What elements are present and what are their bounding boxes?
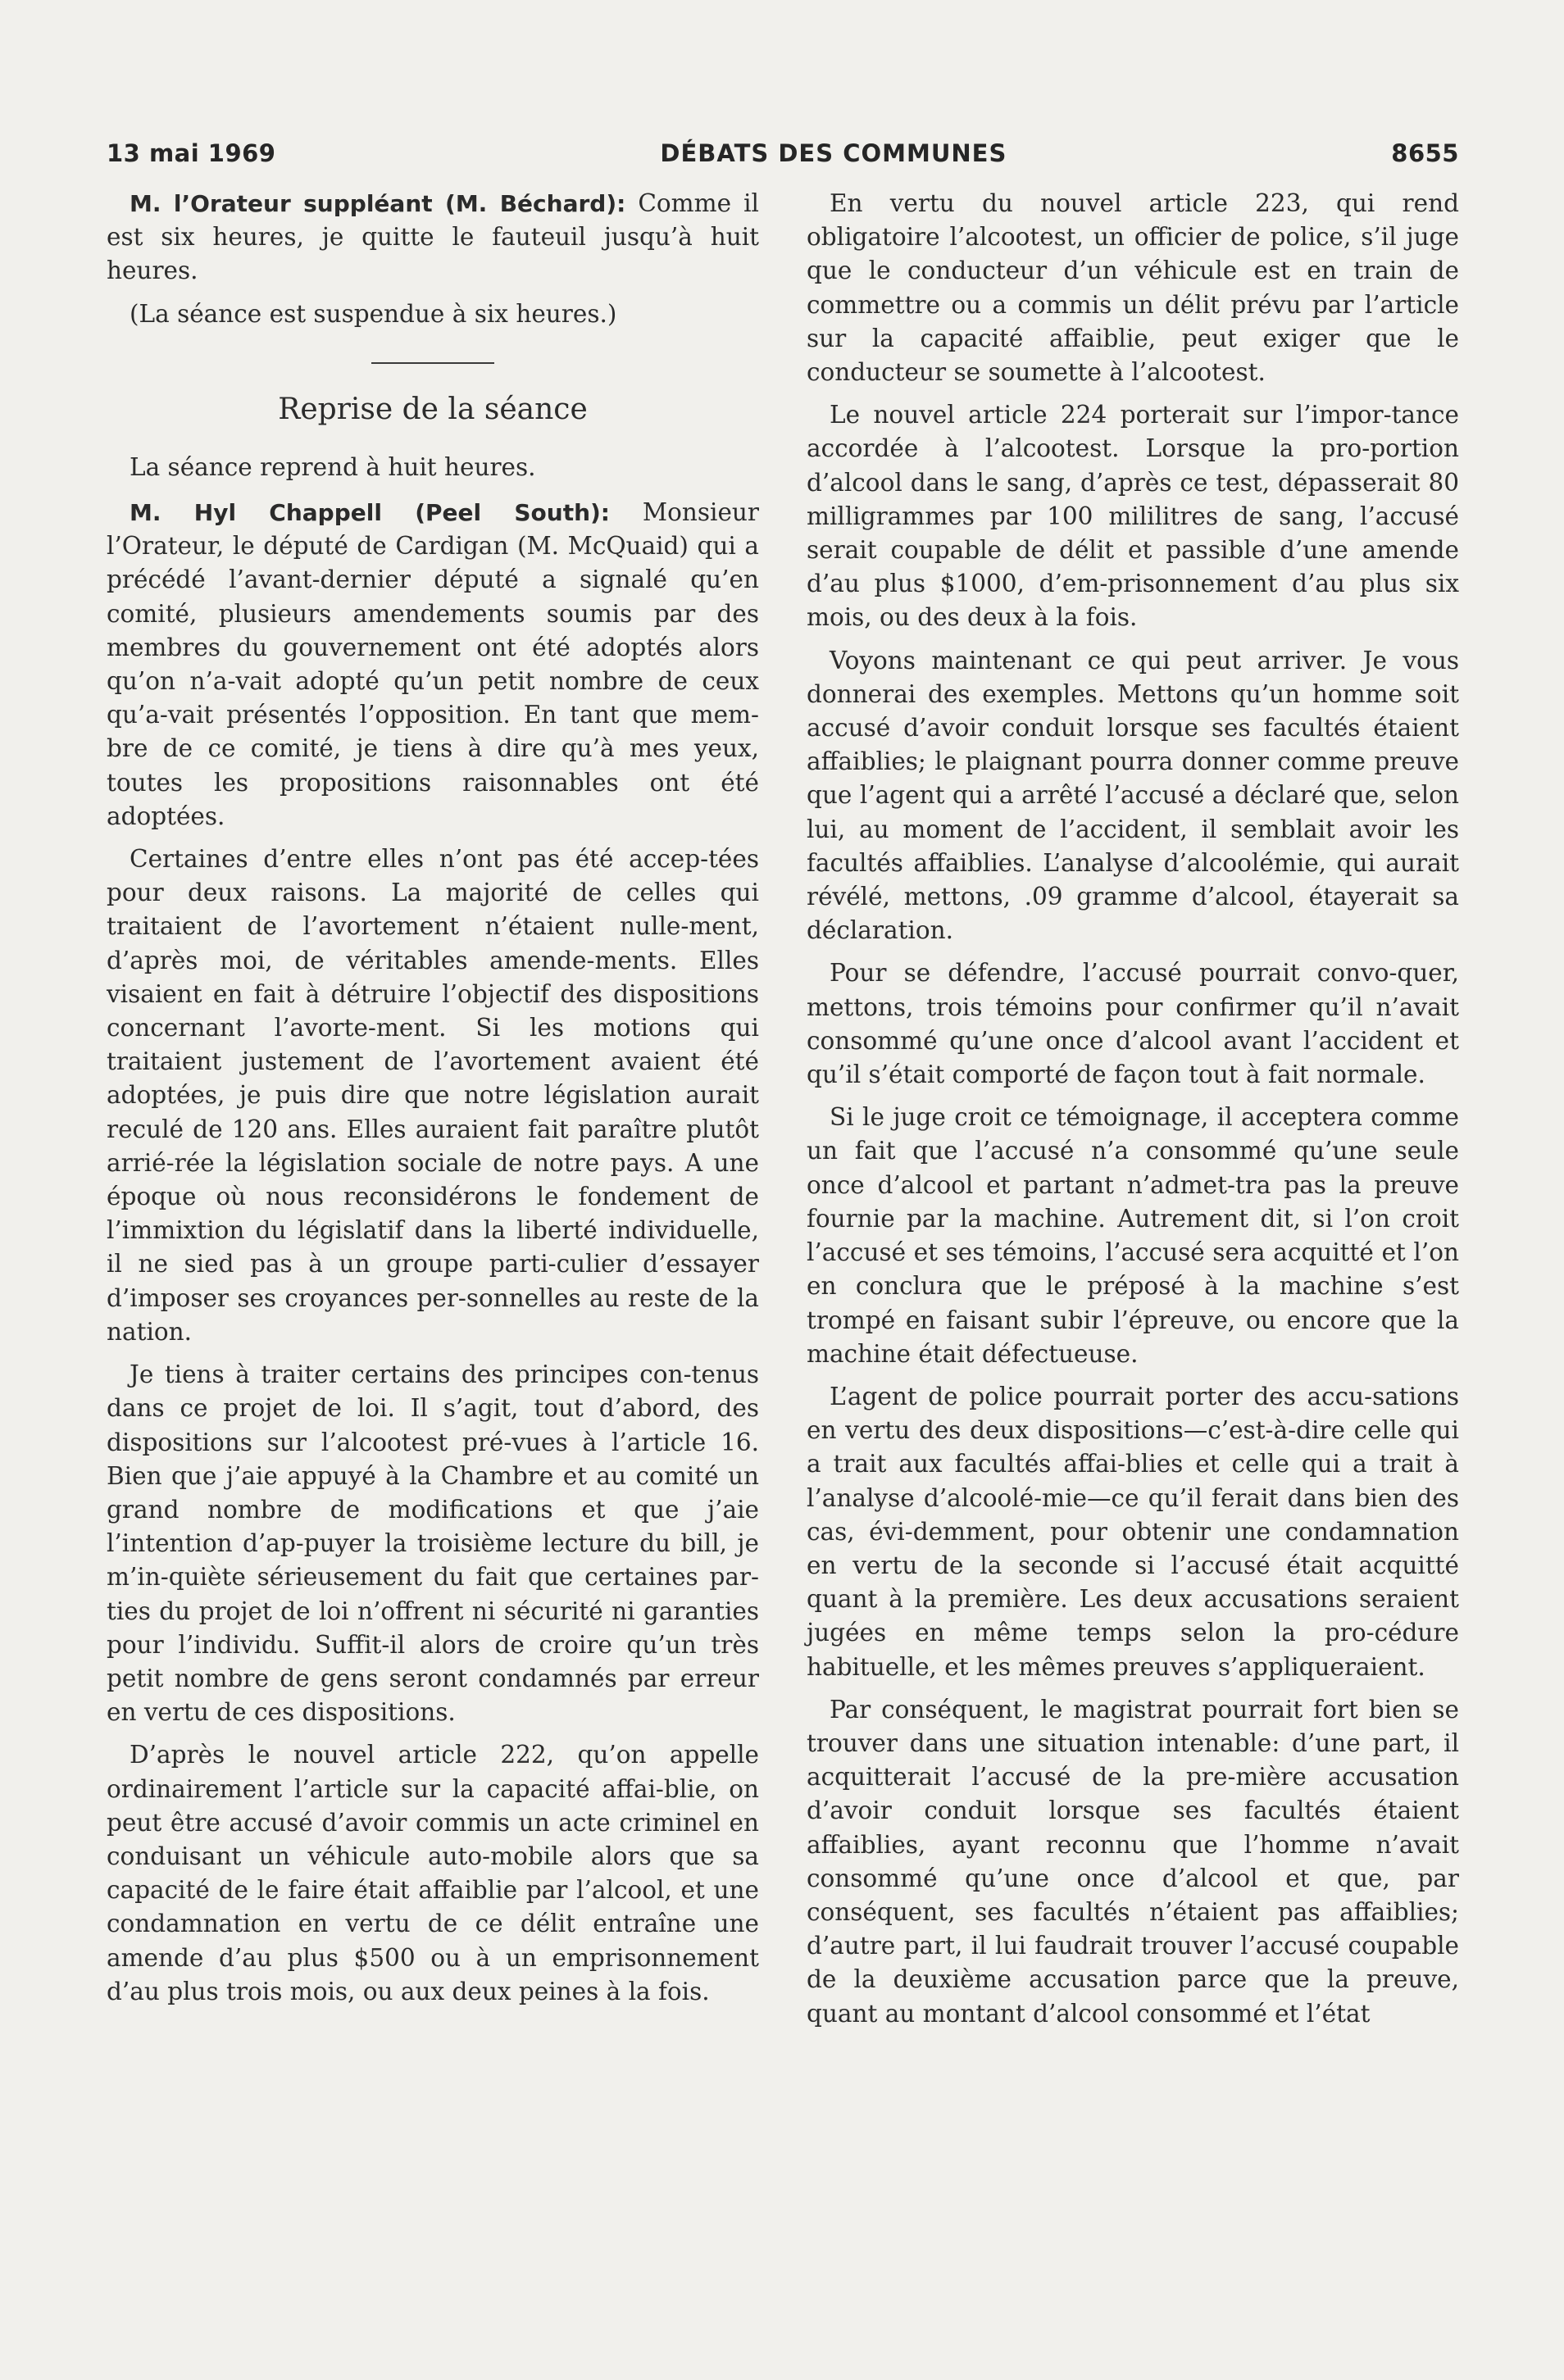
section-heading: Reprise de la séance	[278, 392, 588, 426]
left-column	[107, 187, 759, 2040]
text-columns	[107, 187, 1459, 2040]
header-page-number: 8655	[1391, 139, 1459, 167]
paragraph-text: Comme il est six heures, je quitte le fauteuil jusqu’à huit heures.	[107, 189, 759, 285]
paragraph: D’après le nouvel article 222, qu’on appelle ordinairement l’article sur la capacité affai-blie, on peut être accusé d’avoir commis un acte criminel en conduisant un véhicule auto-mobile alors que sa capacité de le faire était affaiblie par l’alcool, et une condamnation en vertu de ce délit entraîne une amende d’au plus $500 ou à un emprisonnement d’au plus trois mois, ou aux deux peines à la fois.	[107, 1741, 759, 2005]
paragraph-text: Monsieur l’Orateur, le député de Cardigan (M. McQuaid) qui a précédé l’avant-dernier député a signalé qu’en comité, plusieurs amendements soumis par des membres du gouvernement ont été adoptés alors qu’on n’a-vait adopté qu’un petit nombre de ceux qu’a-vait présentés l’opposition. En tant que mem-bre de ce comité, je tiens à dire qu’à mes yeux, toutes les propositions raisonnables ont été adoptées.	[107, 498, 760, 830]
paragraph	[107, 496, 759, 833]
paragraph	[107, 187, 759, 288]
header-date: 13 mai 1969	[107, 139, 276, 167]
page-header	[107, 139, 1459, 167]
right-column	[807, 187, 1459, 2040]
paragraph: Par conséquent, le magistrat pourrait fort bien se trouver dans une situation intenable: d’une part, il acquitterait l’accusé de la pre-mière accusation d’avoir conduit lorsque ses facultés étaient affaiblies, ayant reconnu que l’homme n’avait consommé qu’une once d’alcool et que, par conséquent, ses facultés n’étaient pas affaiblies; d’autre part, il lui faudrait trouver l’accusé coupable de la deuxième accusation parce que la preuve, quant au montant d’alcool consommé et l’état	[807, 1695, 1459, 2028]
speaker-name: M. Hyl Chappell (Peel South):	[130, 499, 611, 527]
header-title: DÉBATS DES COMMUNES	[660, 139, 1007, 167]
paragraph: L’agent de police pourrait porter des accu-sations en vertu des deux dispositions—c’est-à-dire celle qui a trait aux facultés affai-blies et celle qui a trait à l’analyse d’alcoolé-mie—ce qu’il ferait dans bien des cas, évi-demment, pour obtenir une condamnation en vertu de la seconde si l’accusé était acquitté quant à la première. Les deux accusations seraient jugées en même temps selon la pro-cédure habituelle, et les mêmes preuves s’appliqueraient.	[807, 1382, 1459, 1681]
paragraph: Si le juge croit ce témoignage, il acceptera comme un fait que l’accusé n’a consommé qu’une seule once d’alcool et partant n’admet-tra pas la preuve fournie par la machine. Autrement dit, si l’on croit l’accusé et ses témoins, l’accusé sera acquitté et l’on en conclura que le préposé à la machine s’est trompé en faisant subir l’épreuve, ou encore que la machine était défectueuse.	[807, 1103, 1459, 1368]
paragraph: La séance reprend à huit heures.	[130, 452, 536, 481]
paragraph: Pour se défendre, l’accusé pourrait convo-quer, mettons, trois témoins pour confirmer qu’il n’avait consommé qu’une once d’alcool avant l’accident et qu’il s’était comporté de façon tout à fait normale.	[807, 959, 1459, 1089]
section-divider	[371, 362, 494, 364]
page	[107, 139, 1459, 2040]
paragraph: En vertu du nouvel article 223, qui rend obligatoire l’alcootest, un officier de police, s’il juge que le conducteur d’un véhicule est en train de commettre ou a commis un délit prévu par l’article sur la capacité affaiblie, peut exiger que le conducteur se soumette à l’alcootest.	[807, 189, 1459, 387]
paragraph: Je tiens à traiter certains des principes con-tenus dans ce projet de loi. Il s’agit, tout d’abord, des dispositions sur l’alcootest pré-vues à l’article 16. Bien que j’aie appuyé à la Chambre et au comité un grand nombre de modifications et que j’aie l’intention d’ap-puyer la troisième lecture du bill, je m’in-quiète sérieusement du fait que certaines par-ties du projet de loi n’offrent ni sécurité ni garanties pour l’individu. Suffit-il alors de croire qu’un très petit nombre de gens seront condamnés par erreur en vertu de ces dispositions.	[107, 1360, 759, 1727]
speaker-name: M. l’Orateur suppléant (M. Béchard):	[130, 190, 626, 217]
paragraph: Certaines d’entre elles n’ont pas été accep-tées pour deux raisons. La majorité de celles qui traitaient de l’avortement n’étaient nulle-ment, d’après moi, de véritables amende-ments. Elles visaient en fait à détruire l’objectif des dispositions concernant l’avorte-ment. Si les motions qui traitaient justement de l’avortement avaient été adoptées, je puis dire que notre législation aurait reculé de 120 ans. Elles auraient fait paraître plutôt arrié-rée la législation sociale de notre pays. A une époque où nous reconsidérons le fondement de l’immixtion du législatif dans la liberté individuelle, il ne sied pas à un groupe parti-culier d’essayer d’imposer ses croyances per-sonnelles au reste de la nation.	[107, 845, 759, 1346]
paragraph: Voyons maintenant ce qui peut arriver. Je vous donnerai des exemples. Mettons qu’un homme soit accusé d’avoir conduit lorsque ses facultés étaient affaiblies; le plaignant pourra donner comme preuve que l’agent qui a arrêté l’accusé a déclaré que, selon lui, au moment de l’accident, il semblait avoir les facultés affaiblies. L’analyse d’alcoolémie, qui aurait révélé, mettons, .09 gramme d’alcool, étayerait sa déclaration.	[807, 646, 1459, 945]
paragraph: (La séance est suspendue à six heures.)	[130, 299, 617, 328]
paragraph: Le nouvel article 224 porterait sur l’impor-tance accordée à l’alcootest. Lorsque la pro-portion d’alcool dans le sang, d’après ce test, dépasserait 80 milligrammes par 100 mililitres de sang, l’accusé serait coupable de délit et passible d’une amende d’au plus $1000, d’em-prisonnement d’au plus six mois, ou des deux à la fois.	[807, 401, 1459, 632]
